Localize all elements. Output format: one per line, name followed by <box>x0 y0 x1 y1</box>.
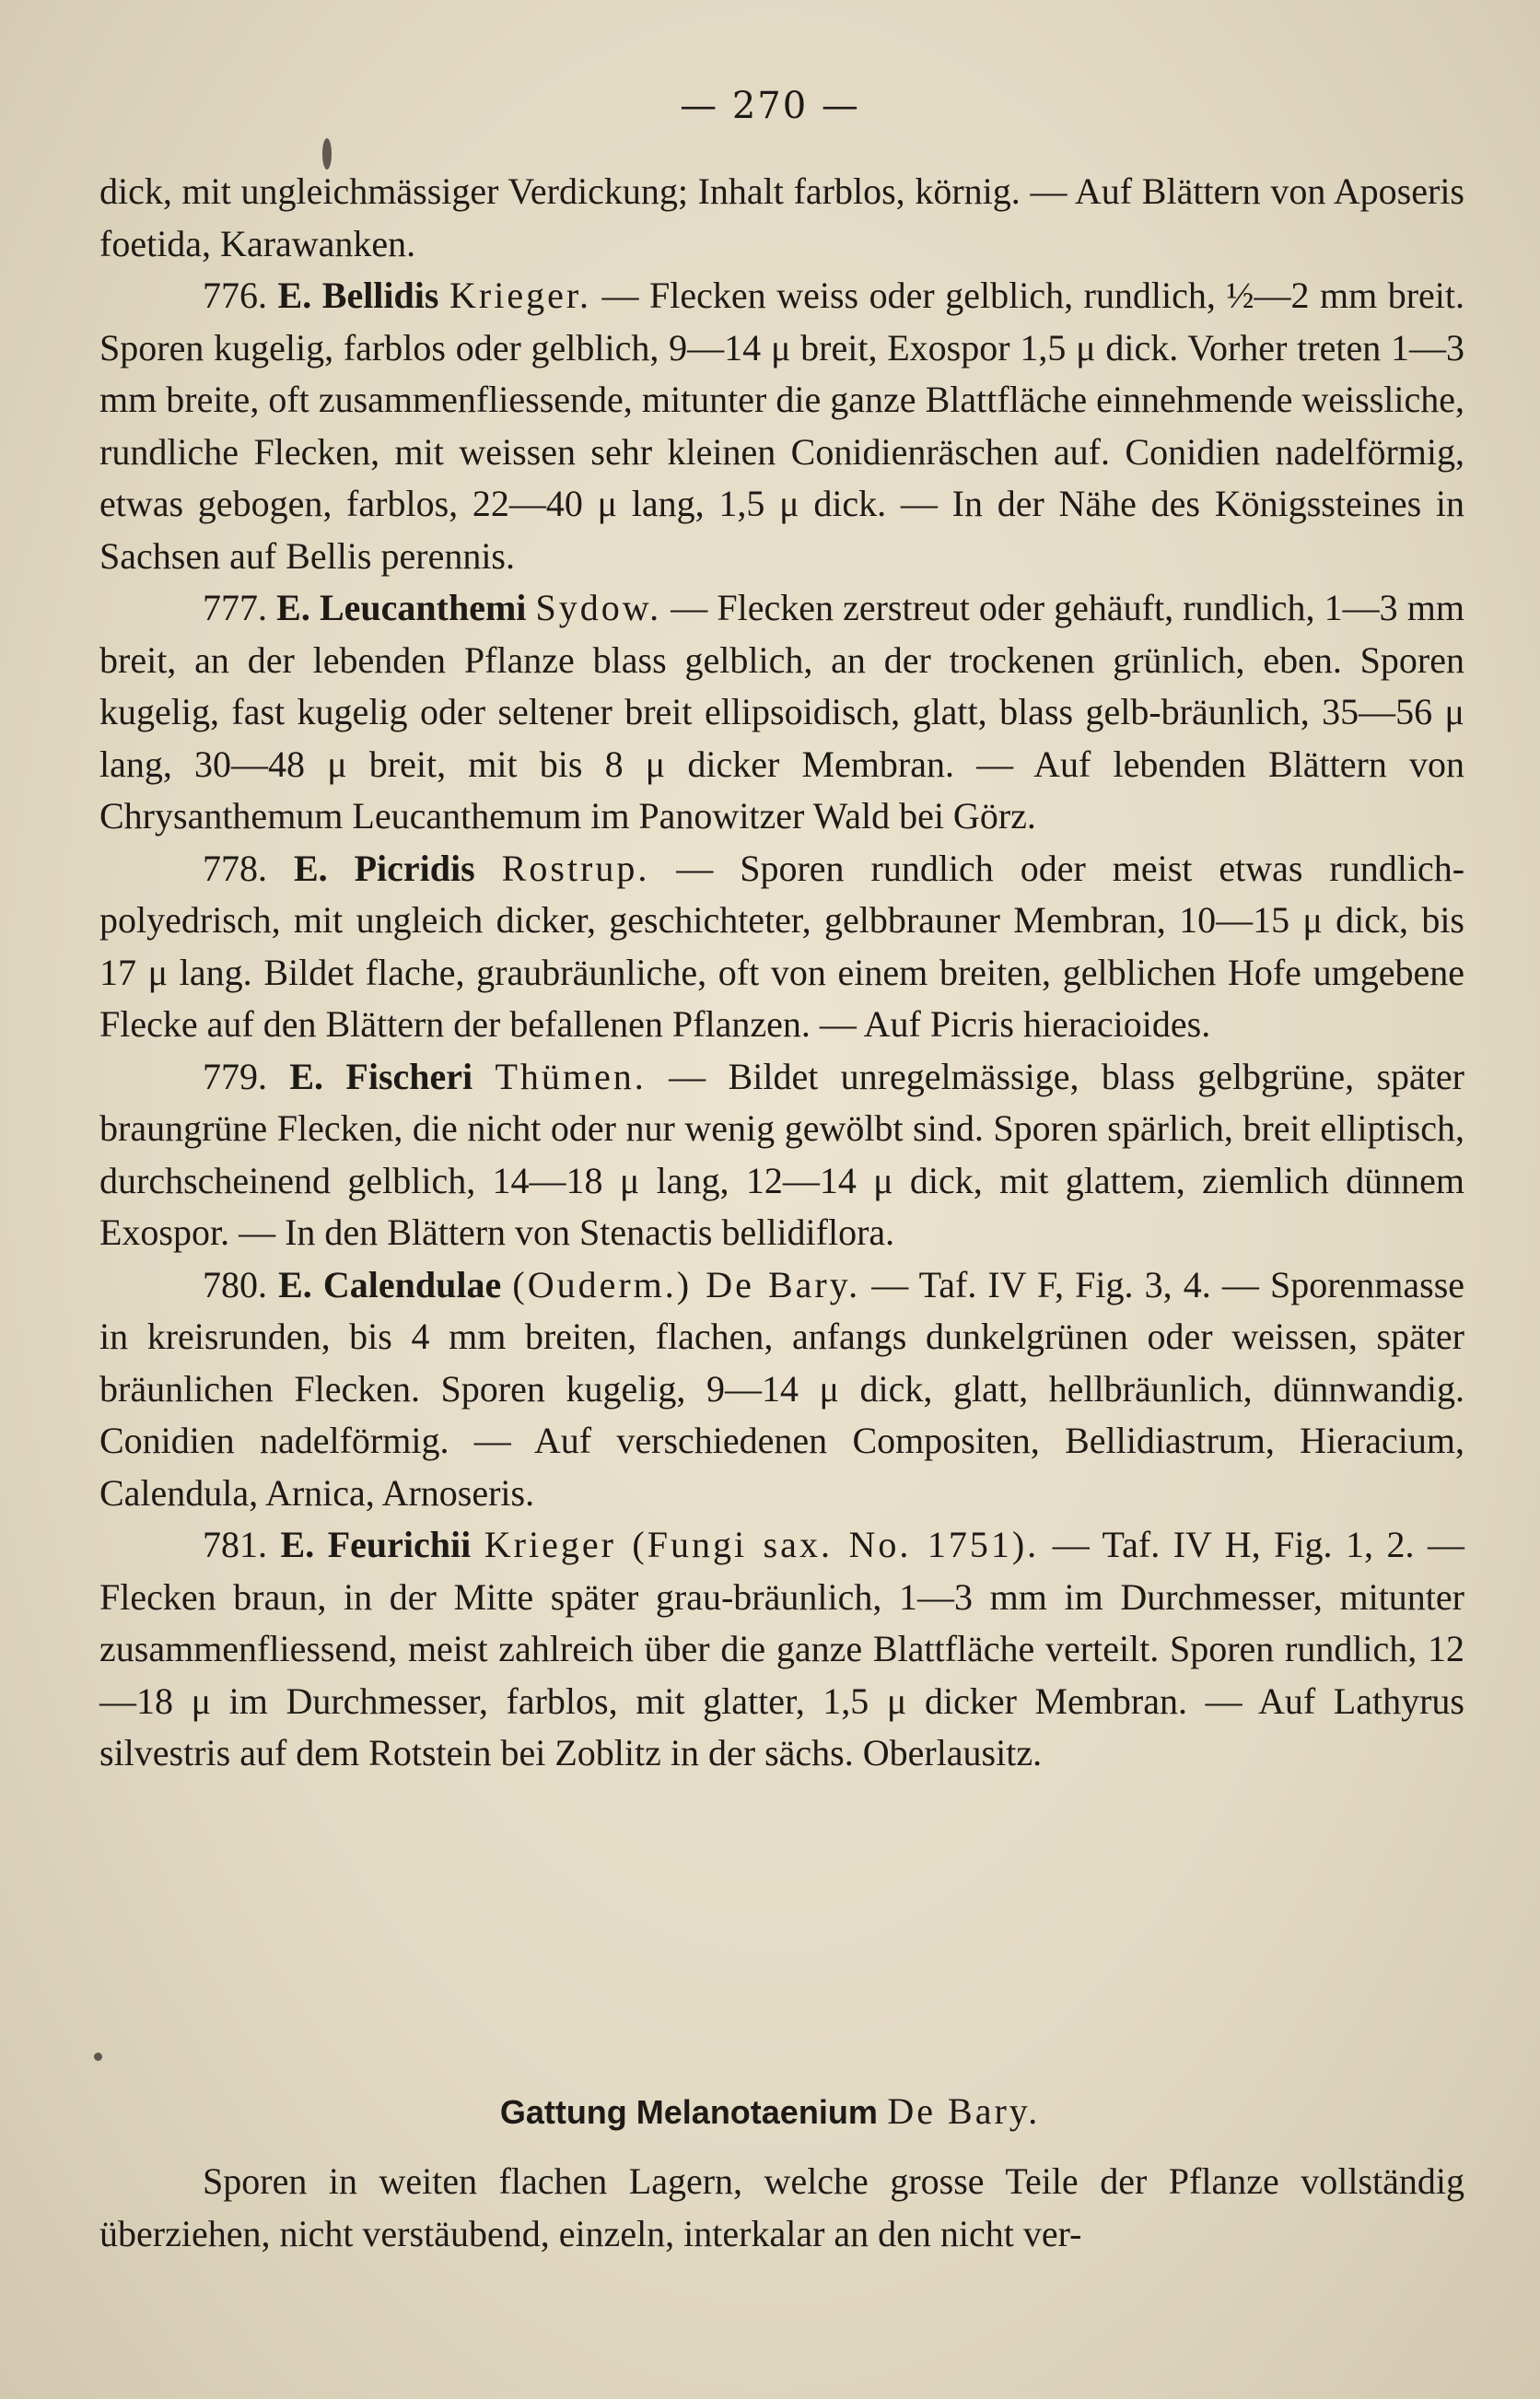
ink-speck <box>322 138 332 170</box>
species-author: Sydow. <box>535 587 662 628</box>
entry-text: — Flecken weiss oder gelblich, rundlich, ½—2 mm breit. Sporen kugelig, farblos oder gelblich, 9—14 μ breit, Exospor 1,5 μ dick. Vorher treten 1—3 mm breite, oft zusammenfliessende, mitunter die ganze Blattfläche einnehmende weissliche, rundliche Flecken, mit weissen sehr kleinen Conidienräschen auf. Conidien nadelförmig, etwas gebogen, farblos, 22—40 μ lang, 1,5 μ dick. — In der Nähe des Königssteines in Sachsen auf Bellis perennis. <box>99 275 1465 577</box>
species-name: E. Feurichii <box>280 1524 472 1565</box>
entry-text: — Bildet unregelmässige, blass gelbgrüne, später braungrüne Flecken, die nicht oder nur wenig gewölbt sind. Sporen spärlich, breit elliptisch, durchscheinend gelblich, 14—18 μ lang, 12—14 μ dick, mit glattem, ziemlich dünnem Exospor. — In den Blättern von Stenactis bellidiflora. <box>99 1055 1464 1253</box>
species-author: (Ouderm.) De Bary. <box>512 1263 861 1305</box>
entry-number: 779. <box>203 1055 267 1097</box>
species-author: Krieger. <box>449 275 591 316</box>
species-entry-777 <box>99 582 1464 843</box>
species-entry-780 <box>99 1259 1464 1520</box>
genus-description-text: Sporen in weiten flachen Lagern, welche grosse Teile der Pflanze vollständig überziehen, nicht verstäubend, einzeln, interkalar an den nicht ver- <box>99 2160 1464 2254</box>
genus-heading-author: De Bary. <box>887 2090 1041 2132</box>
entry-number: 777. <box>203 587 267 628</box>
entry-number: 781. <box>203 1524 267 1565</box>
entry-text: — Taf. IV F, Fig. 3, 4. — Sporenmasse in kreisrunden, bis 4 mm breiten, flachen, anfangs dunkelgrünen oder weissen, später bräunlichen Flecken. Sporen kugelig, 9—14 μ dick, glatt, hellbräunlich, dünnwandig. Conidien nadelförmig. — Auf verschiedenen Compositen, Bellidiastrum, Hieracium, Calendula, Arnica, Arnoseris. <box>99 1263 1465 1514</box>
species-name: E. Picridis <box>293 847 475 889</box>
entry-text: — Sporen rundlich oder meist etwas rundlich-polyedrisch, mit ungleich dicker, geschichteter, gelbbrauner Membran, 10—15 μ dick, bis 17 μ lang. Bildet flache, graubräunliche, oft von einem breiten, gelblichen Hofe umgebene Flecke auf den Blättern der befallenen Pflanzen. — Auf Picris hieracioides. <box>99 847 1465 1045</box>
species-entry-776 <box>99 270 1464 582</box>
species-author: Krieger (Fungi sax. No. 1751). <box>484 1524 1040 1565</box>
species-name: E. Leucanthemi <box>276 587 527 628</box>
species-author: Rostrup. <box>501 847 650 889</box>
species-author: Thümen. <box>495 1055 647 1097</box>
entry-number: 780. <box>203 1263 267 1305</box>
entry-text: — Taf. IV H, Fig. 1, 2. — Flecken braun, in der Mitte später grau-bräunlich, 1—3 mm im Durchmesser, mitunter zusammenfliessend, meist zahlreich über die ganze Blattfläche verteilt. Sporen rundlich, 12—18 μ im Durchmesser, farblos, mit glatter, 1,5 μ dicker Membran. — Auf Lathyrus silvestris auf dem Rotstein bei Zoblitz in der sächs. Oberlausitz. <box>99 1524 1464 1773</box>
main-text <box>99 166 1464 1780</box>
species-name: E. Bellidis <box>277 275 439 316</box>
genus-description <box>99 2156 1464 2260</box>
entry-number: 776. <box>203 275 267 316</box>
species-entry-781 <box>99 1519 1464 1780</box>
paragraph-continued <box>99 166 1464 270</box>
species-name: E. Fischeri <box>289 1055 473 1097</box>
page-number: — 270 — <box>680 85 860 127</box>
ink-speck <box>94 2053 102 2061</box>
entry-number: 778. <box>203 847 267 889</box>
species-name: E. Calendulae <box>278 1263 502 1305</box>
genus-heading <box>0 2089 1540 2133</box>
paragraph-text: dick, mit ungleichmässiger Verdickung; Inhalt farblos, körnig. — Auf Blättern von Aposeris foetida, Karawanken. <box>99 170 1464 264</box>
species-entry-778 <box>99 843 1464 1051</box>
genus-heading-label: Gattung Melanotaenium <box>499 2093 878 2131</box>
entry-text: — Flecken zerstreut oder gehäuft, rundlich, 1—3 mm breit, an der lebenden Pflanze blass gelblich, an der trockenen grünlich, eben. Sporen kugelig, fast kugelig oder seltener breit ellipsoidisch, glatt, blass gelb-bräunlich, 35—56 μ lang, 30—48 μ breit, mit bis 8 μ dicker Membran. — Auf lebenden Blättern von Chrysanthemum Leucanthemum im Panowitzer Wald bei Görz. <box>99 587 1465 837</box>
species-entry-779 <box>99 1051 1464 1259</box>
